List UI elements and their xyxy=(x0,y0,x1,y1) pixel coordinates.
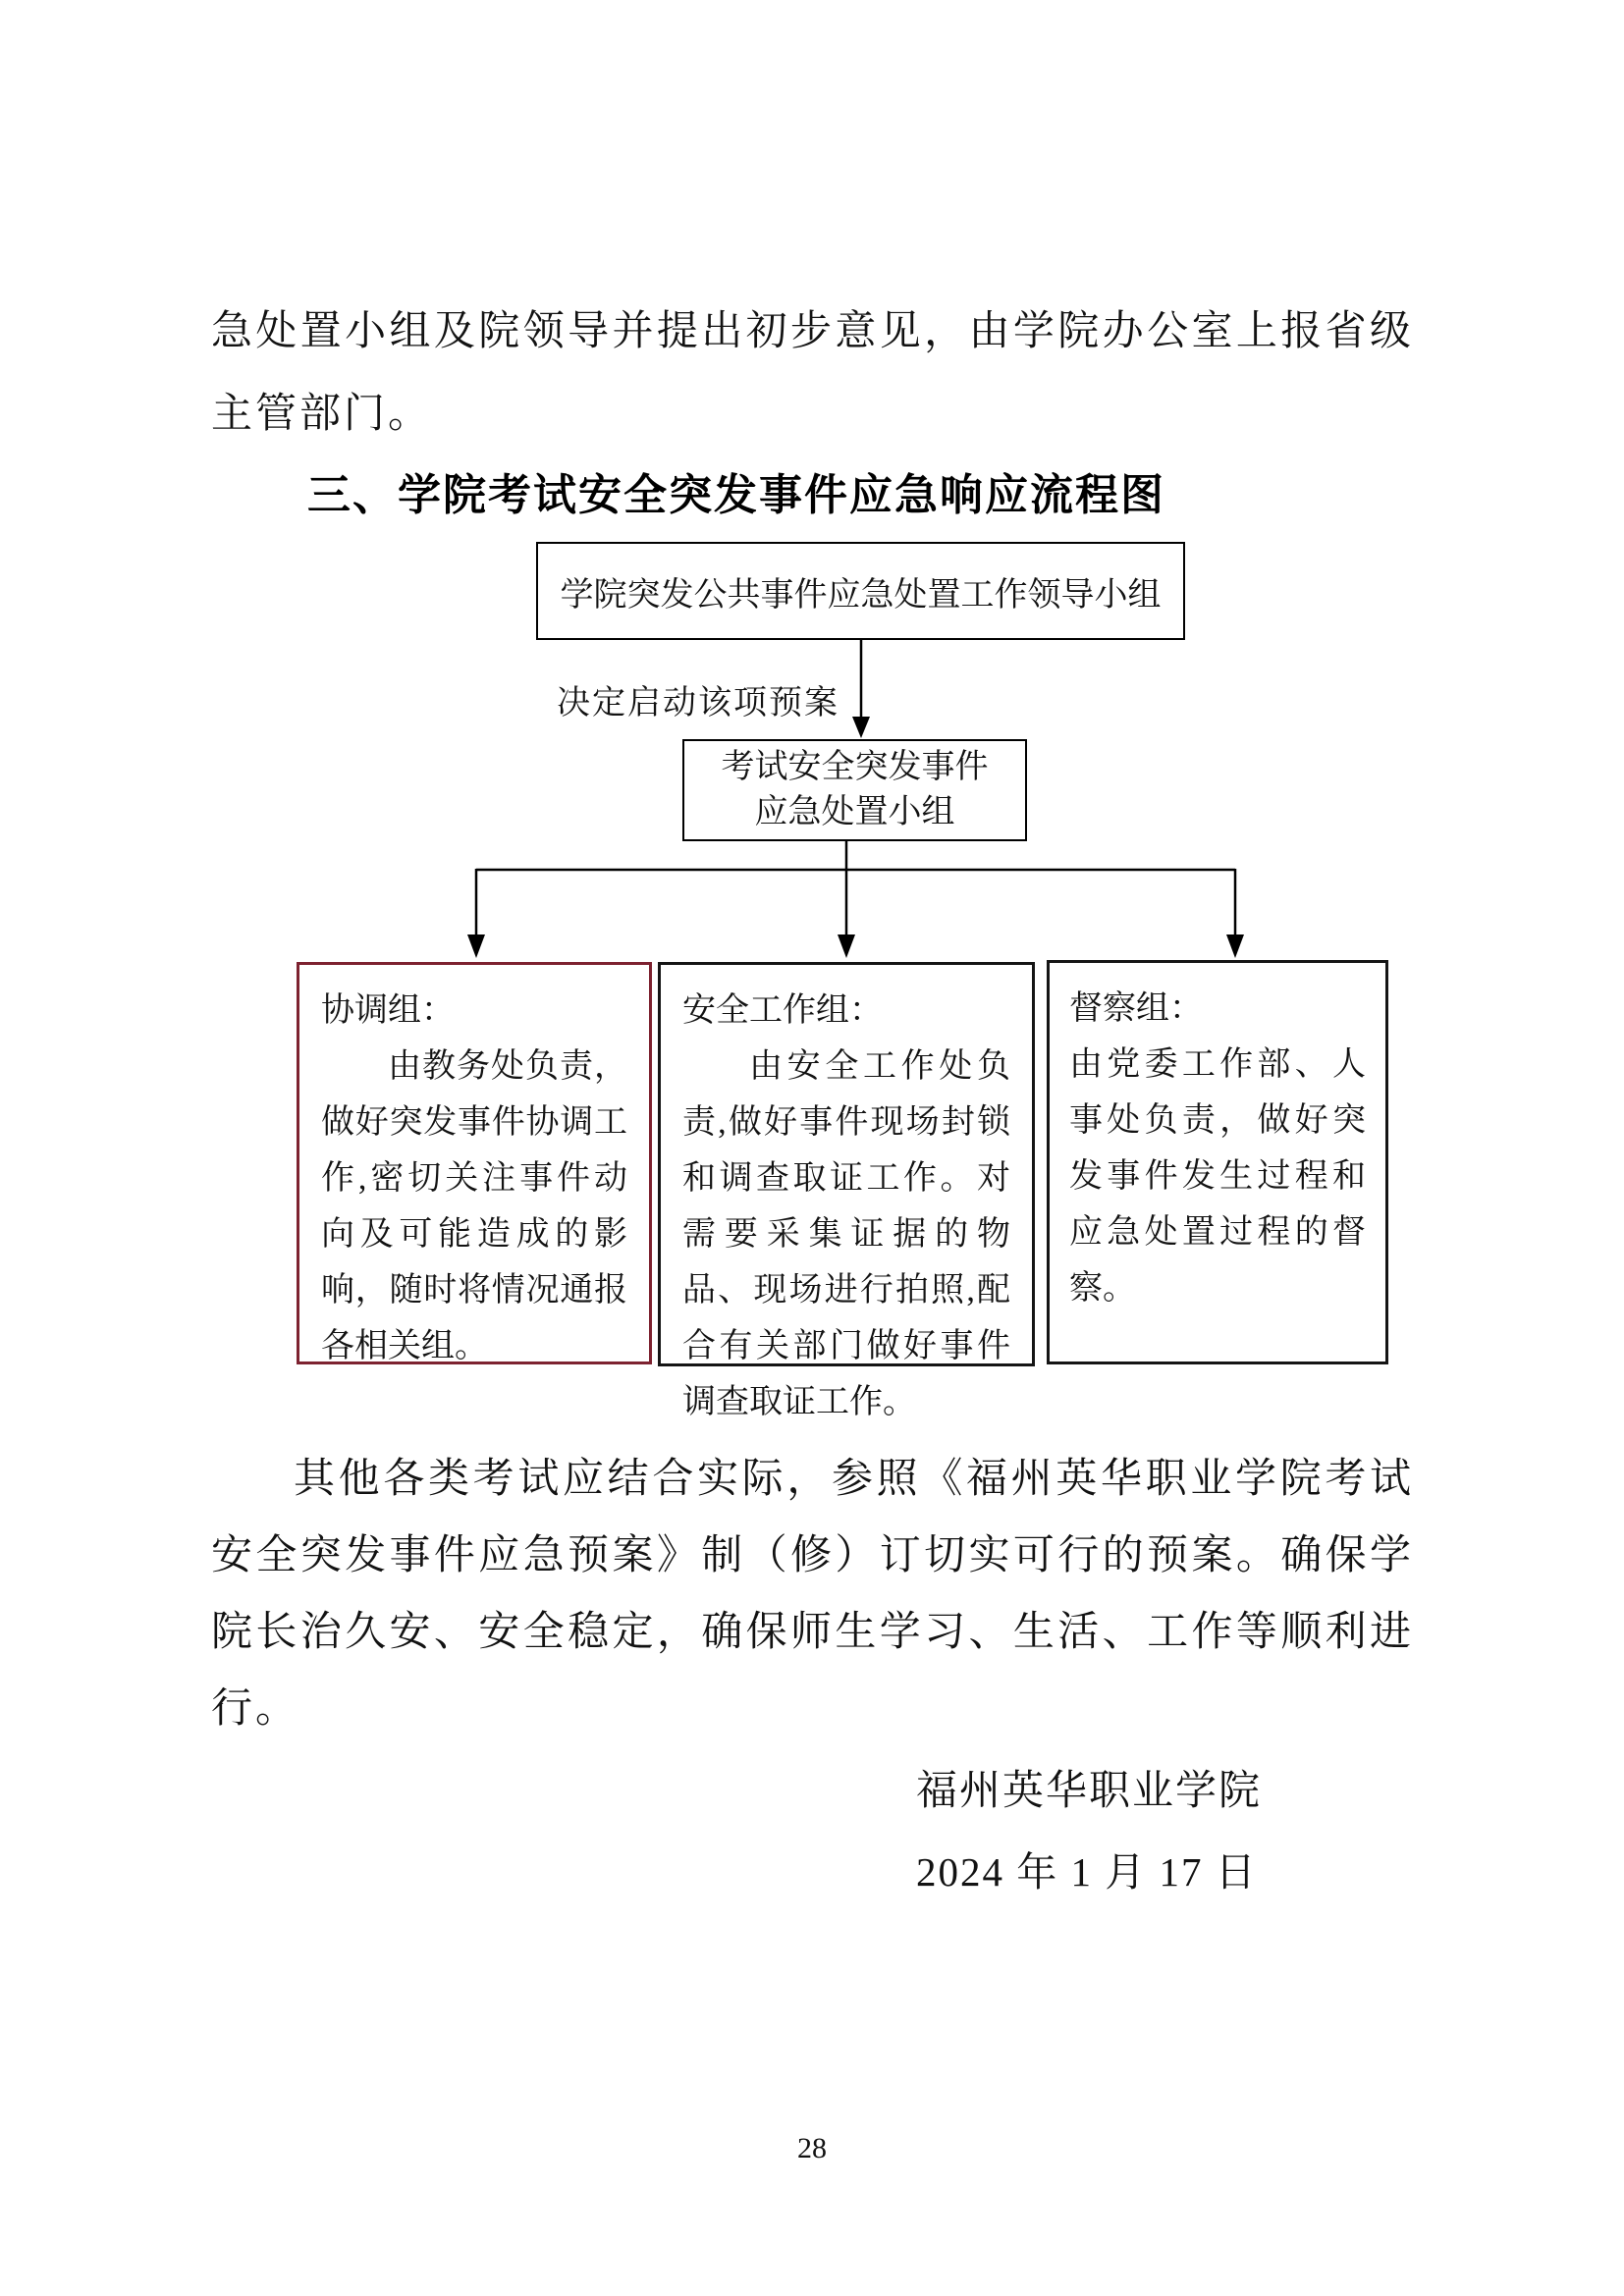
flowchart-group-box-coordination xyxy=(297,962,652,1364)
arrow-to-right-group xyxy=(1226,869,1244,958)
flowchart-mid-box-line1: 考试安全突发事件 xyxy=(721,749,989,785)
group-body: 由安全工作处负责,做好事件现场封锁和调查取证工作。对需要采集证据的物品、现场进行拍照,配合有关部门做好事件调查取证工作。 xyxy=(682,1048,1010,1420)
signature-date: 2024 年 1 月 17 日 xyxy=(916,1849,1258,1895)
group-title: 安全工作组： xyxy=(682,992,883,1029)
flowchart-top-box xyxy=(536,542,1185,640)
arrow-top-to-mid xyxy=(852,640,870,738)
flowchart-group-box-supervision xyxy=(1047,960,1388,1364)
intro-paragraph: 急处置小组及院领导并提出初步意见，由学院办公室上报省级主管部门。 xyxy=(211,309,1414,437)
group-body: 由教务处负责，做好突发事件协调工作,密切关注事件动向及可能造成的影响，随时将情况通报各相关组。 xyxy=(321,1048,627,1364)
group-title: 协调组： xyxy=(321,992,455,1029)
flowchart-mid-box-line2: 应急处置小组 xyxy=(754,794,955,830)
flowchart-mid-box xyxy=(682,739,1027,841)
arrow-to-middle-group xyxy=(838,869,855,958)
flowchart-decision-label: 决定启动该项预案 xyxy=(557,685,839,721)
signature-organization: 福州英华职业学院 xyxy=(916,1769,1263,1814)
group-body: 由党委工作部、人事处负责，做好突发事件发生过程和应急处置过程的督察。 xyxy=(1069,1046,1366,1307)
flowchart-top-box-label: 学院突发公共事件应急处置工作领导小组 xyxy=(560,576,1162,614)
closing-paragraph: 其他各类考试应结合实际，参照《福州英华职业学院考试安全突发事件应急预案》制（修）订切实可行的预案。确保学院长治久安、安全稳定，确保师生学习、生活、工作等顺利进行。 xyxy=(211,1457,1414,1732)
section-heading: 三、学院考试安全突发事件应急响应流程图 xyxy=(307,471,1165,519)
group-title: 督察组： xyxy=(1069,990,1203,1027)
flowchart-group-box-security xyxy=(658,962,1035,1420)
arrow-to-left-group xyxy=(467,869,485,958)
page-number: 28 xyxy=(797,2132,827,2164)
